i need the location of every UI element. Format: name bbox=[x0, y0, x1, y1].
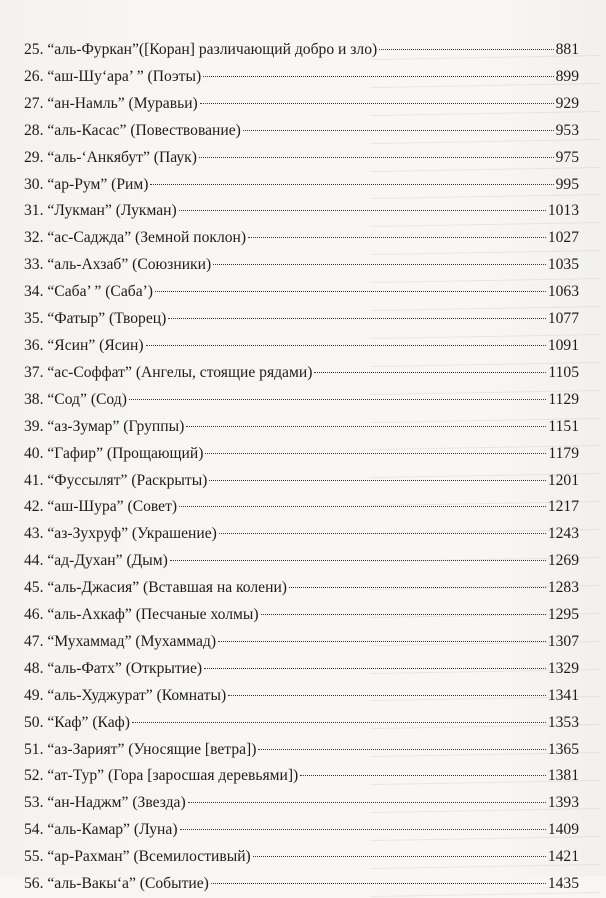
dot-leader bbox=[199, 157, 554, 158]
toc-entry bbox=[24, 871, 579, 898]
toc-entry-title: 34. “Саба’ ” (Саба’) bbox=[24, 283, 153, 301]
toc-entry-title: 48. “аль-Фатх” (Открытие) bbox=[24, 659, 203, 677]
toc-entry bbox=[24, 575, 579, 602]
dot-leader bbox=[180, 829, 546, 830]
dot-leader bbox=[170, 560, 546, 561]
toc-entry bbox=[24, 817, 579, 844]
toc-entry bbox=[24, 844, 579, 871]
toc-entry bbox=[24, 91, 579, 118]
dot-leader bbox=[204, 668, 546, 669]
toc-entry bbox=[24, 198, 579, 225]
dot-leader bbox=[200, 103, 554, 104]
toc-entry-page-number: 1063 bbox=[547, 283, 579, 301]
toc-entry bbox=[24, 37, 579, 64]
toc-entry-title: 43. “аз-Зухруф” (Украшение) bbox=[24, 525, 217, 543]
dot-leader bbox=[219, 533, 546, 534]
toc-entry-page-number: 1129 bbox=[548, 390, 579, 408]
toc-entry-title: 56. “аль-Вакы‘а” (Событие) bbox=[24, 875, 209, 893]
toc-entry-page-number: 1381 bbox=[547, 767, 579, 785]
toc-entry-page-number: 1217 bbox=[547, 498, 579, 516]
dot-leader bbox=[129, 399, 547, 400]
toc-entry-page-number: 1091 bbox=[547, 336, 579, 354]
toc-entry bbox=[24, 521, 579, 548]
toc-entry bbox=[24, 548, 579, 575]
toc-entry-page-number: 1105 bbox=[548, 363, 579, 381]
dot-leader bbox=[379, 49, 553, 50]
toc-entry-page-number: 1027 bbox=[547, 229, 579, 247]
dot-leader bbox=[132, 722, 546, 723]
toc-entry-title: 32. “ас-Саджда” (Земной поклон) bbox=[24, 229, 247, 247]
dot-leader bbox=[155, 291, 546, 292]
toc-entry bbox=[24, 683, 579, 710]
toc-entry-title: 29. “аль-‘Анкябут” (Паук) bbox=[24, 148, 197, 166]
toc-entry bbox=[24, 252, 579, 279]
table-of-contents bbox=[24, 37, 579, 898]
toc-entry-page-number: 1283 bbox=[547, 579, 579, 597]
toc-entry bbox=[24, 118, 579, 145]
dot-leader bbox=[168, 318, 546, 319]
toc-entry-page-number: 1365 bbox=[547, 740, 579, 758]
toc-entry-title: 45. “аль-Джасия” (Вставшая на колени) bbox=[24, 579, 287, 597]
toc-entry-title: 53. “ан-Наджм” (Звезда) bbox=[24, 794, 186, 812]
toc-entry-title: 37. “ас-Соффат” (Ангелы, стоящие рядами) bbox=[24, 363, 313, 381]
toc-entry-page-number: 1035 bbox=[547, 256, 579, 274]
dot-leader bbox=[218, 641, 546, 642]
toc-entry-page-number: 1077 bbox=[547, 310, 579, 328]
toc-entry-title: 41. “Фуссылят” (Раскрыты) bbox=[24, 471, 208, 489]
toc-entry-page-number: 1201 bbox=[547, 471, 579, 489]
dot-leader bbox=[314, 372, 546, 373]
toc-entry-title: 50. “Каф” (Каф) bbox=[24, 713, 130, 731]
dot-leader bbox=[253, 856, 546, 857]
toc-entry-title: 52. “ат-Тур” (Гора [заросшая деревьями]) bbox=[24, 767, 299, 785]
toc-entry bbox=[24, 64, 579, 91]
toc-entry-title: 33. “аль-Ахзаб” (Союзники) bbox=[24, 256, 212, 274]
dot-leader bbox=[150, 184, 553, 185]
toc-entry-page-number: 1269 bbox=[547, 552, 579, 570]
toc-entry-page-number: 1353 bbox=[547, 713, 579, 731]
dot-leader bbox=[209, 480, 545, 481]
toc-entry bbox=[24, 763, 579, 790]
toc-entry bbox=[24, 790, 579, 817]
toc-entry-page-number: 1329 bbox=[547, 659, 579, 677]
toc-entry-title: 42. “аш-Шура” (Совет) bbox=[24, 498, 178, 516]
toc-entry bbox=[24, 737, 579, 764]
toc-entry-title: 36. “Ясин” (Ясин) bbox=[24, 336, 144, 354]
toc-entry-page-number: 975 bbox=[555, 148, 579, 166]
toc-entry-page-number: 1307 bbox=[547, 632, 579, 650]
toc-entry-title: 28. “аль-Касас” (Повествование) bbox=[24, 121, 241, 139]
toc-entry-page-number: 1435 bbox=[547, 875, 579, 893]
toc-entry bbox=[24, 468, 579, 495]
toc-entry-page-number: 995 bbox=[555, 175, 579, 193]
toc-entry-title: 31. “Лукман” (Лукман) bbox=[24, 202, 177, 220]
toc-entry-title: 51. “аз-Зарият” (Уносящие [ветра]) bbox=[24, 740, 257, 758]
dot-leader bbox=[289, 587, 546, 588]
dot-leader bbox=[205, 453, 546, 454]
toc-entry bbox=[24, 656, 579, 683]
toc-entry-page-number: 1243 bbox=[547, 525, 579, 543]
toc-entry bbox=[24, 494, 579, 521]
toc-entry-title: 46. “аль-Ахкаф” (Песчаные холмы) bbox=[24, 606, 259, 624]
toc-entry-title: 25. “аль-Фуркан”([Коран] различающий добро и зло) bbox=[24, 41, 378, 58]
toc-entry-page-number: 1421 bbox=[547, 848, 579, 866]
toc-entry bbox=[24, 441, 579, 468]
dot-leader bbox=[186, 426, 546, 427]
dot-leader bbox=[211, 883, 546, 884]
toc-entry bbox=[24, 360, 579, 387]
toc-entry bbox=[24, 225, 579, 252]
toc-entry bbox=[24, 602, 579, 629]
toc-entry-page-number: 1013 bbox=[547, 202, 579, 220]
toc-entry bbox=[24, 279, 579, 306]
toc-entry bbox=[24, 145, 579, 172]
dot-leader bbox=[243, 130, 554, 131]
toc-entry-title: 44. “ад-Духан” (Дым) bbox=[24, 552, 168, 570]
dot-leader bbox=[258, 749, 545, 750]
dot-leader bbox=[146, 345, 546, 346]
toc-entry-title: 26. “аш-Шу‘ара’ ” (Поэты) bbox=[24, 67, 202, 85]
toc-entry-page-number: 1151 bbox=[548, 417, 579, 435]
toc-entry-page-number: 899 bbox=[555, 67, 579, 85]
toc-entry-page-number: 1393 bbox=[547, 794, 579, 812]
dot-leader bbox=[213, 264, 546, 265]
toc-entry bbox=[24, 387, 579, 414]
toc-entry bbox=[24, 629, 579, 656]
toc-entry-title: 55. “ар-Рахман” (Всемилостивый) bbox=[24, 848, 251, 866]
toc-entry-page-number: 953 bbox=[555, 121, 579, 139]
toc-entry bbox=[24, 306, 579, 333]
toc-entry-title: 54. “аль-Камар” (Луна) bbox=[24, 821, 178, 839]
toc-entry-title: 27. “ан-Намль” (Муравьи) bbox=[24, 94, 198, 112]
toc-entry-title: 47. “Мухаммад” (Мухаммад) bbox=[24, 632, 217, 650]
toc-entry bbox=[24, 333, 579, 360]
toc-entry-title: 39. “аз-Зумар” (Группы) bbox=[24, 417, 185, 435]
toc-entry bbox=[24, 172, 579, 199]
toc-entry-page-number: 929 bbox=[555, 94, 579, 112]
toc-entry bbox=[24, 414, 579, 441]
toc-entry-page-number: 1295 bbox=[547, 606, 579, 624]
toc-entry-title: 30. “ар-Рум” (Рим) bbox=[24, 175, 149, 193]
toc-entry-title: 49. “аль-Худжурат” (Комнаты) bbox=[24, 686, 227, 704]
dot-leader bbox=[179, 506, 546, 507]
toc-entry-page-number: 1179 bbox=[548, 444, 579, 462]
dot-leader bbox=[188, 802, 546, 803]
dot-leader bbox=[228, 695, 546, 696]
toc-entry bbox=[24, 710, 579, 737]
toc-entry-title: 35. “Фатыр” (Творец) bbox=[24, 310, 167, 328]
dot-leader bbox=[300, 775, 546, 776]
toc-entry-title: 40. “Гафир” (Прощающий) bbox=[24, 444, 204, 462]
toc-entry-page-number: 1409 bbox=[547, 821, 579, 839]
toc-entry-title: 38. “Сод” (Сод) bbox=[24, 390, 127, 408]
toc-entry-page-number: 881 bbox=[555, 41, 579, 58]
toc-entry-page-number: 1341 bbox=[547, 686, 579, 704]
dot-leader bbox=[261, 614, 546, 615]
dot-leader bbox=[248, 237, 546, 238]
dot-leader bbox=[179, 210, 546, 211]
dot-leader bbox=[203, 76, 553, 77]
